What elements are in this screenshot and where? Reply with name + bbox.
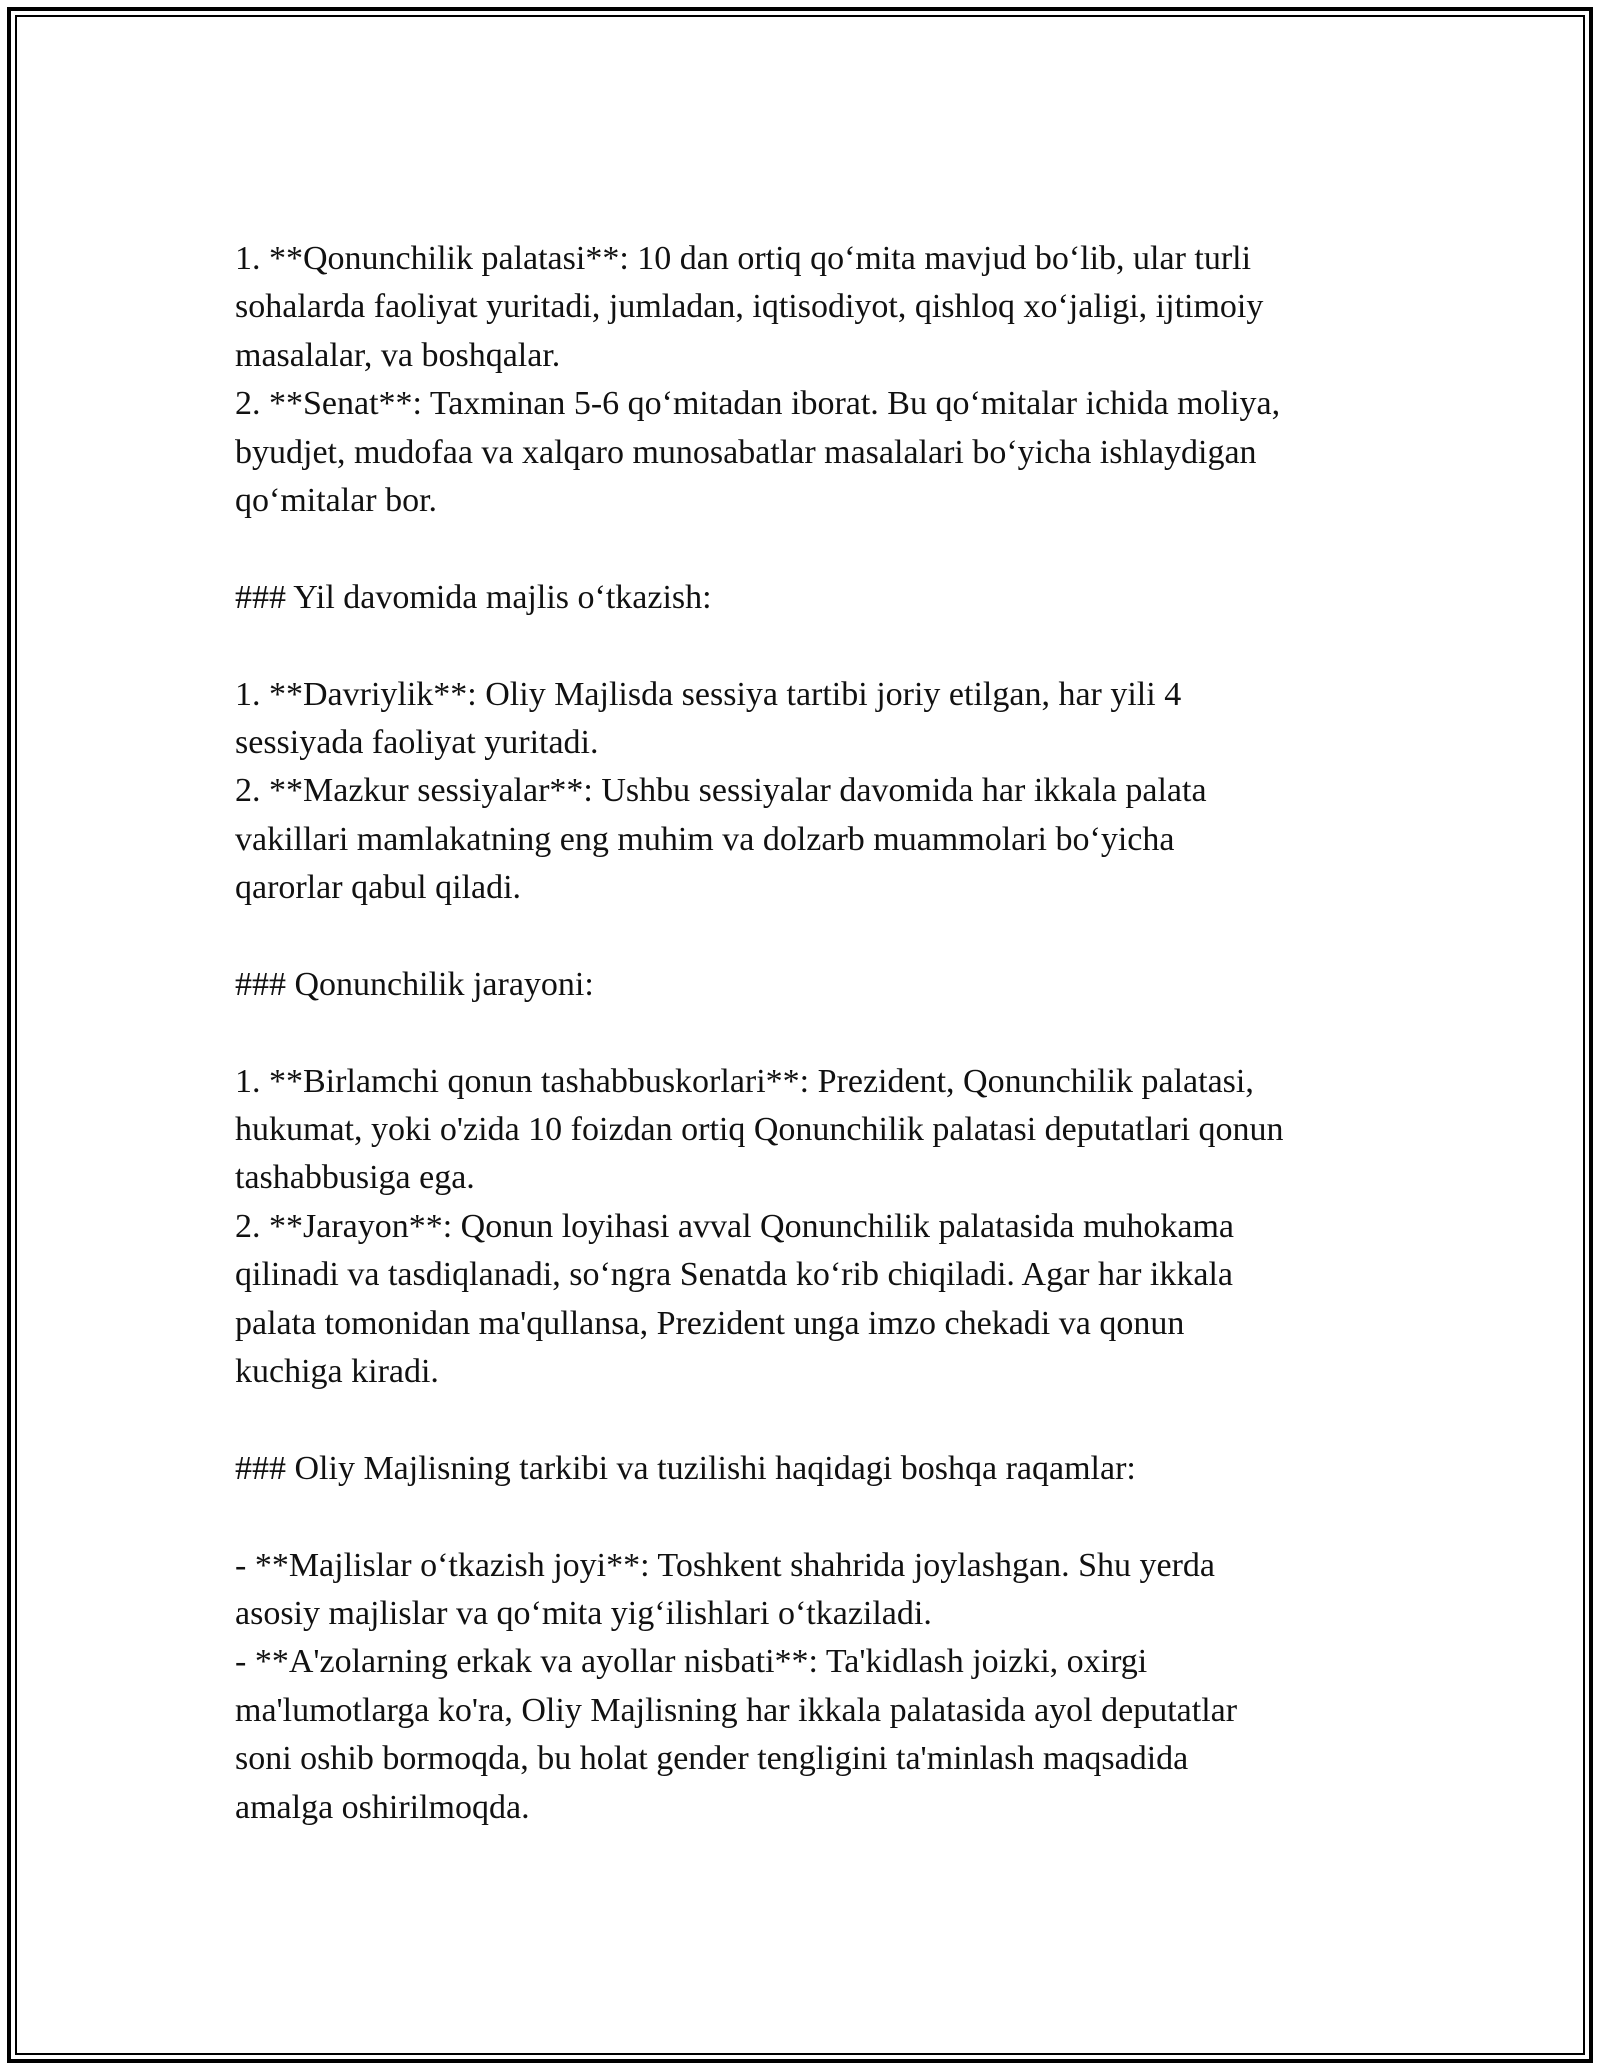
blank-line: [235, 1009, 1395, 1057]
section-heading: ### Qonunchilik jarayoni:: [235, 965, 594, 1003]
text-line: qilinadi va tasdiqlanadi, so‘ngra Senatda ko‘rib chiqiladi. Agar har ikkala: [235, 1256, 1233, 1294]
section-heading: ### Yil davomida majlis o‘tkazish:: [235, 578, 712, 616]
text-line: masalalar, va boshqalar.: [235, 336, 561, 374]
text-line: asosiy majlislar va qo‘mita yig‘ilishlari o‘tkaziladi.: [235, 1594, 932, 1632]
text-line: ma'lumotlarga ko'ra, Oliy Majlisning har ikkala palatasida ayol deputatlar: [235, 1691, 1238, 1729]
text-line: kuchiga kiradi.: [235, 1352, 439, 1390]
text-line: - **A'zolarning erkak va ayollar nisbati**: Ta'kidlash joizki, oxirgi: [235, 1643, 1148, 1681]
text-line: vakillari mamlakatning eng muhim va dolzarb muammolari bo‘yicha: [235, 820, 1175, 858]
text-line: - **Majlislar o‘tkazish joyi**: Toshkent shahrida joylashgan. Shu yerda: [235, 1546, 1215, 1584]
text-line: qo‘mitalar bor.: [235, 481, 438, 519]
blank-line: [235, 912, 1395, 960]
blank-line: [235, 1396, 1395, 1444]
text-line: 1. **Davriylik**: Oliy Majlisda sessiya tartibi joriy etilgan, har yili 4: [235, 675, 1182, 713]
text-line: 2. **Senat**: Taxminan 5-6 qo‘mitadan iborat. Bu qo‘mitalar ichida moliya,: [235, 385, 1281, 423]
text-line: palata tomonidan ma'qullansa, Prezident unga imzo chekadi va qonun: [235, 1304, 1185, 1342]
text-line: qarorlar qabul qiladi.: [235, 869, 522, 907]
text-line: 2. **Jarayon**: Qonun loyihasi avval Qonunchilik palatasida muhokama: [235, 1207, 1235, 1245]
text-line: 1. **Qonunchilik palatasi**: 10 dan ortiq qo‘mita mavjud bo‘lib, ular turli: [235, 240, 1252, 277]
text-line: amalga oshirilmoqda.: [235, 1788, 530, 1826]
text-line: byudjet, mudofaa va xalqaro munosabatlar masalalari bo‘yicha ishlaydigan: [235, 433, 1257, 471]
text-line: soni oshib bormoqda, bu holat gender tengligini ta'minlash maqsadida: [235, 1740, 1189, 1778]
text-line: hukumat, yoki o'zida 10 foizdan ortiq Qonunchilik palatasi deputatlari qonun: [235, 1111, 1284, 1149]
blank-line: [235, 525, 1395, 573]
text-line: sessiyada faoliyat yuritadi.: [235, 723, 599, 761]
document-body: [235, 235, 1395, 1832]
section-heading: ### Oliy Majlisning tarkibi va tuzilishi haqidagi boshqa raqamlar:: [235, 1449, 1136, 1487]
blank-line: [235, 622, 1395, 670]
text-line: 1. **Birlamchi qonun tashabbuskorlari**: Prezident, Qonunchilik palatasi,: [235, 1062, 1254, 1100]
text-line: 2. **Mazkur sessiyalar**: Ushbu sessiyalar davomida har ikkala palata: [235, 772, 1207, 810]
text-line: tashabbusiga ega.: [235, 1159, 475, 1197]
blank-line: [235, 1493, 1395, 1541]
text-line: sohalarda faoliyat yuritadi, jumladan, iqtisodiyot, qishloq xo‘jaligi, ijtimoiy: [235, 288, 1264, 326]
